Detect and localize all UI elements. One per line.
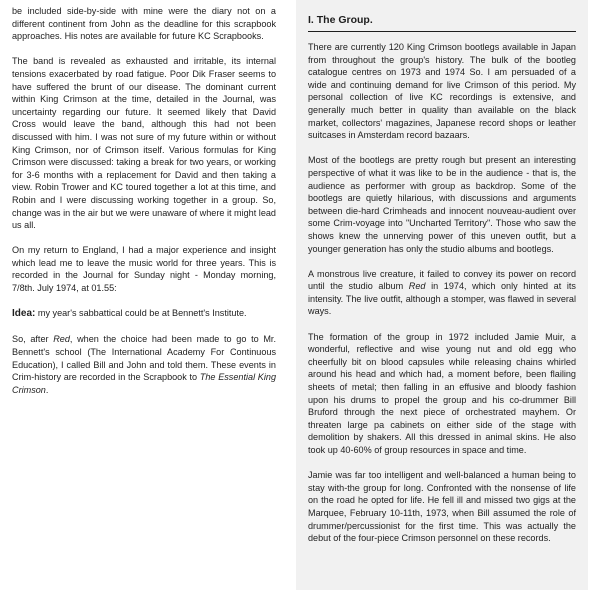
left-column <box>12 5 276 409</box>
right-column-sidebar <box>296 0 588 590</box>
paragraph-jamie-muir: The formation of the group in 1972 included Jamie Muir, a wonderful, reflective and wise young nut and old egg who cheerfully bit on blood capsules while releasing chains whirled around his head and which had, a moment before, been flailing sheets of metal; then falling in an effusive and bloody fashion upon his drums to propel the group and his co-drummer Bill Bruford through the next piece of orchestrated mayhem. Or threaten large pa cabinets on either side of the stage with demolition by shakers. All this dressed in animal skins. He also took up 40-60% of group resources in space and time. <box>308 331 576 455</box>
paragraph-return-england: On my return to England, I had a major experience and insight which lead me to leave the music world for three years. This is recorded in the Journal for Sunday night - Monday morning, 7/8th. July 1974, at 01.55: <box>12 245 276 294</box>
album-title-red-2: Red <box>408 281 426 292</box>
p3-text-a: A monstrous live creature, it failed to convey its power on record until the studio album <box>308 268 576 292</box>
paragraph-band-tension: The band is revealed as exhausted and irritable, its internal tensions exacerbated by road fatigue. Poor Dik Fraser seems to have suffered the brunt of our disease. The dominant current within King Crimson at the time, detailed in the Journal, was uncertainty regarding our future. It seemed likely that David Cross would leave the band, although this had not been discussed with him. I was not sure of my future within or without King Crimson, nor of Crimson itself. Various formulas for King Crimson were discussed: taking a break for two years, or working for 3-6 months with a replacement for David and then taking a view. Robin Trower and KC toured together a lot at this time, and Robin and I were discussing working together in a group. So, change was in the air but we were unaware of where it might lead us all. <box>12 56 276 231</box>
p4-text-b: , when the choice had been made to go to Mr. Bennett's school (The International Academy For Continuous Education), I called Bill and John and told them. These events in Crim-history are recorded in the Scrapbook to <box>12 334 276 383</box>
paragraph-jamie-leaves: Jamie was far too intelligent and well-balanced a human being to stay with-the group for long. Confronted with the nonsense of life on the road he opted for life. He fell ill and missed two gigs at the Marquee, February 10-11th, 1973, when Bill assumed the role of drummer/percussionist for the first time. This was actually the debut of the four-piece Crimson personnel on these records. <box>308 470 576 544</box>
idea-entry <box>12 307 276 321</box>
p4-text-a: So, after <box>12 334 49 345</box>
paragraph-live-creature <box>308 268 576 318</box>
p3-text-b: in 1974, which only hinted at its intensity. The live outfit, although a stomper, was flawed in several ways. <box>308 281 576 317</box>
p4-text-end: . <box>45 384 49 395</box>
idea-label: Idea: <box>12 308 36 320</box>
paragraph-diary-note: be included side-by-side with mine were the diary not on a different continent from John as the deadline for this scrapbook approaches. His notes are available for future KC Scrapbooks. <box>12 6 276 42</box>
section-heading: I. The Group. <box>308 14 576 32</box>
paragraph-bootlegs-japan: There are currently 120 King Crimson bootlegs available in Japan from throughout the group's history. The bulk of the bootleg catalogue centres on 1973 and 1974 So. I am persuaded of a wide and continuing demand for live Crimson of this period. My personal collection of live KC recordings is extensive, and generally much better in quality than available on the black market, collectors' magazines, Japanese record shops or leather suitcases in Amsterdam record bazaars. <box>308 42 576 141</box>
paragraph-bennett-school <box>12 333 276 396</box>
paragraph-bootlegs-rough: Most of the bootlegs are pretty rough but present an interesting perspective of what it was like to be in the audience - that is, the audience as performer with group as backdrop. Some of the bootlegs are quietly hilarious, with discussions and arguments between die-hard Crimheads and innocent nouveau-audient over some Crim-voyage into "Uncharted Territory". Those who saw the shows knew the unnerving power of this uneven outfit, but a younger generation has only the studio albums and bootlegs. <box>308 155 576 254</box>
album-title-red: Red <box>53 334 70 345</box>
idea-text: my year's sabbattical could be at Bennett's Institute. <box>37 308 247 319</box>
scrapbook-title: The Essential King Crimson <box>12 372 277 395</box>
